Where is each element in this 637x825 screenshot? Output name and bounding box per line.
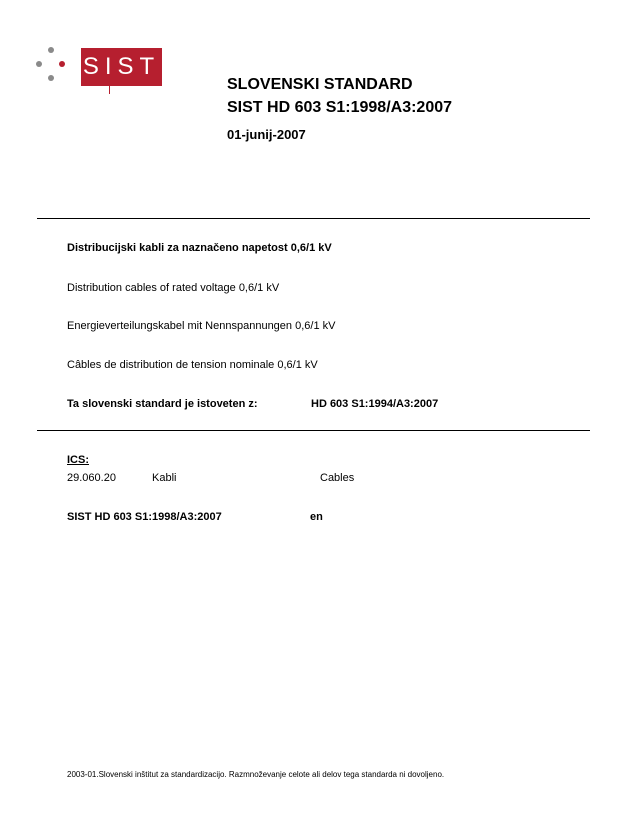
logo-dots-icon [34,47,74,87]
reference-code: SIST HD 603 S1:1998/A3:2007 [67,511,222,523]
title-french: Câbles de distribution de tension nominale 0,6/1 kV [67,359,318,371]
title-english: Distribution cables of rated voltage 0,6/1 kV [67,282,280,294]
logo-underline [109,86,110,94]
document-type-title: SLOVENSKI STANDARD [227,76,413,93]
ics-code: 29.060.20 [67,472,116,484]
standard-code: SIST HD 603 S1:1998/A3:2007 [227,99,453,116]
top-rule [37,218,590,219]
copyright-footer: 2003-01.Slovenski inštitut za standardizacijo. Razmnoževanje celote ali delov tega standarda ni dovoljeno. [67,770,445,779]
ics-description-en: Cables [320,472,355,484]
sist-logo: SIST [81,48,162,86]
title-slovenian: Distribucijski kabli za naznačeno napetost 0,6/1 kV [67,242,332,254]
equivalence-label: Ta slovenski standard je istoveten z: [67,398,258,410]
logo-dot-icon [48,47,54,53]
logo-dot-icon [59,61,65,67]
bottom-rule [37,430,590,431]
ics-description-sl: Kabli [152,472,177,484]
logo-dot-icon [48,75,54,81]
publication-date: 01-junij-2007 [227,127,306,142]
logo-dot-icon [36,61,42,67]
ics-label: ICS: [67,454,89,466]
equivalence-value: HD 603 S1:1994/A3:2007 [311,398,439,410]
title-german: Energieverteilungskabel mit Nennspannungen 0,6/1 kV [67,320,336,332]
reference-language: en [310,511,323,523]
